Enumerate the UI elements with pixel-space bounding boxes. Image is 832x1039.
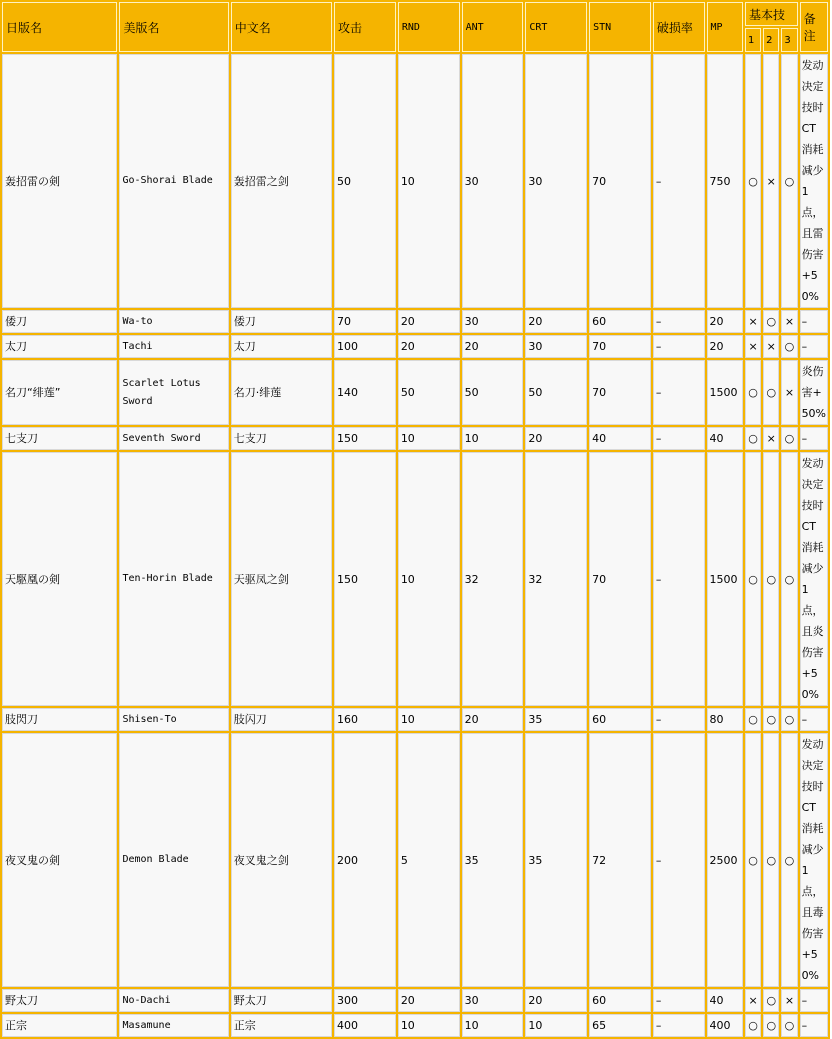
cell-crt: 10: [525, 1014, 587, 1037]
cell-stn: 65: [589, 1014, 651, 1037]
cell-cn-name: 天驱凤之剑: [231, 452, 332, 706]
cell-skill-1: ○: [745, 360, 761, 425]
cell-cn-name: 太刀: [231, 335, 332, 358]
cell-mp: 2500: [707, 733, 743, 987]
cell-ant: 10: [462, 1014, 524, 1037]
cell-us-name: Tachi: [119, 335, 228, 358]
col-header-jp-name: 日版名: [2, 2, 117, 52]
cell-stn: 60: [589, 989, 651, 1012]
cell-skill-2: ○: [763, 989, 779, 1012]
cell-skill-3: ○: [781, 708, 797, 731]
cell-skill-3: ○: [781, 335, 797, 358]
cell-us-name: Demon Blade: [119, 733, 228, 987]
cell-stn: 70: [589, 360, 651, 425]
cell-skill-1: ○: [745, 54, 761, 308]
cell-rnd: 10: [398, 708, 460, 731]
cell-mp: 40: [707, 427, 743, 450]
col-header-rnd: RND: [398, 2, 460, 52]
cell-cn-name: 正宗: [231, 1014, 332, 1037]
cell-skill-1: ○: [745, 733, 761, 987]
cell-note: 发动决定技时CT消耗减少1点，且毒伤害+50%: [800, 733, 828, 987]
cell-cn-name: 夜叉鬼之剑: [231, 733, 332, 987]
cell-skill-3: ○: [781, 1014, 797, 1037]
cell-attack: 160: [334, 708, 396, 731]
cell-skill-2: ○: [763, 733, 779, 987]
cell-stn: 40: [589, 427, 651, 450]
cell-jp-name: 倭刀: [2, 310, 117, 333]
cell-stn: 70: [589, 452, 651, 706]
cell-skill-3: ×: [781, 310, 797, 333]
cell-skill-2: ○: [763, 708, 779, 731]
cell-cn-name: 名刀·绯莲: [231, 360, 332, 425]
cell-skill-1: ×: [745, 310, 761, 333]
cell-skill-3: ×: [781, 360, 797, 425]
table-row: [2, 989, 828, 1012]
cell-jp-name: 七支刀: [2, 427, 117, 450]
cell-attack: 50: [334, 54, 396, 308]
cell-skill-3: ○: [781, 452, 797, 706]
cell-stn: 60: [589, 708, 651, 731]
cell-ant: 30: [462, 310, 524, 333]
cell-ant: 32: [462, 452, 524, 706]
cell-crt: 35: [525, 733, 587, 987]
cell-break-rate: –: [653, 708, 705, 731]
cell-mp: 40: [707, 989, 743, 1012]
cell-rnd: 10: [398, 54, 460, 308]
cell-jp-name: 轰招雷の剣: [2, 54, 117, 308]
cell-cn-name: 轰招雷之剑: [231, 54, 332, 308]
cell-note: 炎伤害+50%: [800, 360, 828, 425]
cell-cn-name: 野太刀: [231, 989, 332, 1012]
cell-rnd: 10: [398, 1014, 460, 1037]
cell-break-rate: –: [653, 360, 705, 425]
cell-stn: 60: [589, 310, 651, 333]
cell-crt: 30: [525, 335, 587, 358]
cell-us-name: Scarlet Lotus Sword: [119, 360, 228, 425]
cell-jp-name: 夜叉鬼の剣: [2, 733, 117, 987]
cell-us-name: Go-Shorai Blade: [119, 54, 228, 308]
cell-crt: 20: [525, 989, 587, 1012]
cell-break-rate: –: [653, 452, 705, 706]
cell-mp: 20: [707, 335, 743, 358]
col-header-skill-1: 1: [745, 28, 761, 52]
cell-jp-name: 正宗: [2, 1014, 117, 1037]
cell-break-rate: –: [653, 427, 705, 450]
cell-us-name: Wa-to: [119, 310, 228, 333]
col-header-attack: 攻击: [334, 2, 396, 52]
cell-attack: 100: [334, 335, 396, 358]
cell-rnd: 20: [398, 335, 460, 358]
cell-skill-2: ○: [763, 452, 779, 706]
table-row: [2, 452, 828, 706]
col-header-note: 备注: [800, 2, 828, 52]
cell-crt: 50: [525, 360, 587, 425]
cell-ant: 20: [462, 708, 524, 731]
cell-crt: 35: [525, 708, 587, 731]
cell-skill-3: ×: [781, 989, 797, 1012]
cell-skill-2: ○: [763, 360, 779, 425]
cell-skill-1: ×: [745, 335, 761, 358]
cell-attack: 140: [334, 360, 396, 425]
cell-note: –: [800, 989, 828, 1012]
col-header-ant: ANT: [462, 2, 524, 52]
cell-skill-2: ×: [763, 335, 779, 358]
cell-skill-3: ○: [781, 733, 797, 987]
cell-rnd: 20: [398, 310, 460, 333]
cell-attack: 300: [334, 989, 396, 1012]
cell-skill-3: ○: [781, 54, 797, 308]
cell-jp-name: 野太刀: [2, 989, 117, 1012]
cell-us-name: Masamune: [119, 1014, 228, 1037]
cell-us-name: Shisen-To: [119, 708, 228, 731]
cell-jp-name: 肢閃刀: [2, 708, 117, 731]
cell-break-rate: –: [653, 1014, 705, 1037]
cell-mp: 1500: [707, 360, 743, 425]
col-header-skill-2: 2: [763, 28, 779, 52]
cell-note: –: [800, 310, 828, 333]
col-header-cn-name: 中文名: [231, 2, 332, 52]
cell-rnd: 10: [398, 427, 460, 450]
cell-cn-name: 七支刀: [231, 427, 332, 450]
cell-crt: 32: [525, 452, 587, 706]
cell-mp: 1500: [707, 452, 743, 706]
cell-skill-3: ○: [781, 427, 797, 450]
cell-rnd: 5: [398, 733, 460, 987]
cell-crt: 20: [525, 427, 587, 450]
col-header-stn: STN: [589, 2, 651, 52]
cell-ant: 30: [462, 989, 524, 1012]
cell-break-rate: –: [653, 733, 705, 987]
col-header-us-name: 美版名: [119, 2, 228, 52]
table-row: [2, 1014, 828, 1037]
cell-crt: 20: [525, 310, 587, 333]
cell-note: –: [800, 335, 828, 358]
cell-jp-name: 名刀“绯莲”: [2, 360, 117, 425]
cell-skill-1: ×: [745, 989, 761, 1012]
cell-break-rate: –: [653, 989, 705, 1012]
cell-skill-1: ○: [745, 452, 761, 706]
cell-note: –: [800, 427, 828, 450]
cell-cn-name: 倭刀: [231, 310, 332, 333]
cell-ant: 30: [462, 54, 524, 308]
cell-skill-1: ○: [745, 427, 761, 450]
table-row: [2, 310, 828, 333]
cell-cn-name: 肢闪刀: [231, 708, 332, 731]
cell-ant: 20: [462, 335, 524, 358]
cell-ant: 35: [462, 733, 524, 987]
cell-mp: 400: [707, 1014, 743, 1037]
table-row: [2, 54, 828, 308]
cell-skill-1: ○: [745, 1014, 761, 1037]
table-row: [2, 427, 828, 450]
cell-break-rate: –: [653, 310, 705, 333]
cell-skill-2: ×: [763, 54, 779, 308]
table-row: [2, 733, 828, 987]
cell-skill-2: ○: [763, 310, 779, 333]
cell-jp-name: 天駆凰の剣: [2, 452, 117, 706]
col-header-crt: CRT: [525, 2, 587, 52]
cell-rnd: 50: [398, 360, 460, 425]
col-header-basic-skills: 基本技: [745, 2, 798, 26]
table-row: [2, 335, 828, 358]
cell-note: 发动决定技时CT消耗减少1点，且炎伤害+50%: [800, 452, 828, 706]
cell-rnd: 10: [398, 452, 460, 706]
cell-attack: 150: [334, 452, 396, 706]
cell-note: –: [800, 1014, 828, 1037]
cell-skill-1: ○: [745, 708, 761, 731]
cell-crt: 30: [525, 54, 587, 308]
cell-mp: 20: [707, 310, 743, 333]
cell-attack: 200: [334, 733, 396, 987]
col-header-skill-3: 3: [781, 28, 797, 52]
cell-skill-2: ○: [763, 1014, 779, 1037]
table-row: [2, 360, 828, 425]
cell-ant: 10: [462, 427, 524, 450]
cell-note: –: [800, 708, 828, 731]
cell-break-rate: –: [653, 335, 705, 358]
col-header-break-rate: 破损率: [653, 2, 705, 52]
cell-us-name: Seventh Sword: [119, 427, 228, 450]
cell-us-name: Ten-Horin Blade: [119, 452, 228, 706]
col-header-mp: MP: [707, 2, 743, 52]
cell-stn: 70: [589, 54, 651, 308]
cell-stn: 70: [589, 335, 651, 358]
cell-mp: 750: [707, 54, 743, 308]
cell-note: 发动决定技时CT消耗减少1点，且雷伤害+50%: [800, 54, 828, 308]
cell-attack: 70: [334, 310, 396, 333]
cell-attack: 150: [334, 427, 396, 450]
table-row: [2, 708, 828, 731]
cell-stn: 72: [589, 733, 651, 987]
cell-rnd: 20: [398, 989, 460, 1012]
cell-ant: 50: [462, 360, 524, 425]
cell-break-rate: –: [653, 54, 705, 308]
cell-mp: 80: [707, 708, 743, 731]
cell-skill-2: ×: [763, 427, 779, 450]
cell-jp-name: 太刀: [2, 335, 117, 358]
header-row: [2, 2, 828, 26]
cell-attack: 400: [334, 1014, 396, 1037]
cell-us-name: No-Dachi: [119, 989, 228, 1012]
